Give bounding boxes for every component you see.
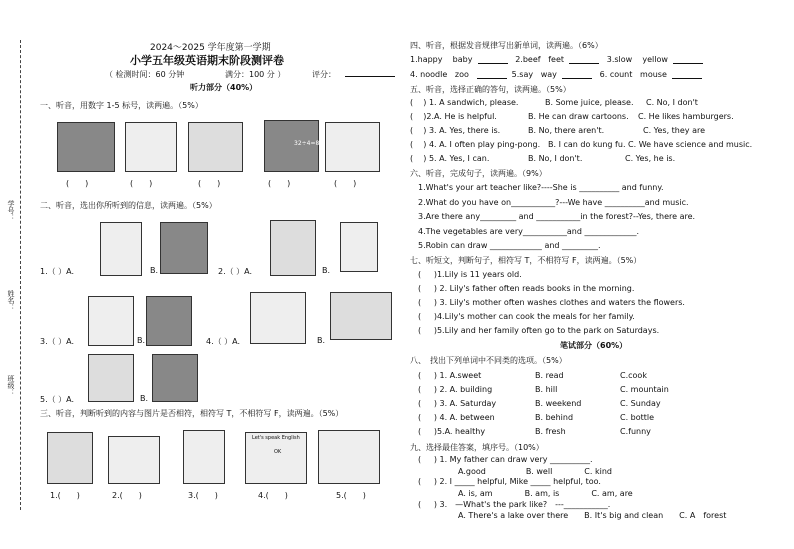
- q5-row-4-b[interactable]: B. I can do kung fu. C. We have science and music.: [548, 140, 753, 149]
- q2-label-4b[interactable]: B.: [317, 336, 326, 345]
- q8-row-3-b[interactable]: B. weekend: [535, 399, 582, 408]
- q8-row-5-b[interactable]: B. fresh: [535, 427, 566, 436]
- q1-answer-3[interactable]: ( ): [198, 179, 221, 188]
- q2-label-5a[interactable]: 5.（ ）A.: [40, 395, 75, 404]
- q6-line-4[interactable]: 4.The vegetables are very___________and _____________.: [418, 227, 639, 236]
- binding-line: [20, 40, 21, 510]
- school-year: 2024～2025 学年度第一学期: [150, 43, 271, 53]
- q2-label-2a[interactable]: 2.（ ）A.: [218, 267, 253, 276]
- q7-line-4[interactable]: ( )4.Lily's mother can cook the meals for her family.: [418, 312, 635, 321]
- q1-boxes-picture: [188, 122, 243, 172]
- q4-line-1: [410, 55, 703, 64]
- grade-blank[interactable]: [345, 76, 395, 77]
- q1-boy-picture: [125, 122, 177, 172]
- q5-row-1-c[interactable]: C. No, I don't: [646, 98, 698, 107]
- q4-word: yellow: [642, 55, 668, 64]
- class-label: 班级：: [7, 375, 15, 396]
- q8-row-3[interactable]: ( ) 3. A. Saturday: [418, 399, 497, 408]
- q2-label-4a[interactable]: 4.（ ）A.: [206, 337, 241, 346]
- q7-line-1[interactable]: ( )1.Lily is 11 years old.: [418, 270, 522, 279]
- q4-blank-3[interactable]: [673, 56, 703, 64]
- q3-speech-bubble-ok: OK: [274, 449, 282, 455]
- q5-row-2[interactable]: ( )2.A. He is helpful.: [410, 112, 497, 121]
- q1-answer-2[interactable]: ( ): [130, 179, 153, 188]
- q2-2b-plant-picture: [340, 222, 378, 272]
- q8-row-2[interactable]: ( ) 2. A. building: [418, 385, 493, 394]
- q1-answer-1[interactable]: ( ): [66, 179, 89, 188]
- q2-label-1b[interactable]: B.: [150, 266, 159, 275]
- written-part-heading: 笔试部分（60%）: [560, 341, 628, 350]
- q2-label-3b[interactable]: B.: [137, 336, 146, 345]
- q3-answer-5[interactable]: 5.( ): [336, 491, 366, 500]
- q9-item-2[interactable]: ( ) 2. I _____ helpful, Mike _____ helpful, too.: [418, 477, 601, 486]
- q6-line-3[interactable]: 3.Are there any_________ and ___________in the forest?--Yes, there are.: [418, 212, 696, 221]
- q8-row-4-b[interactable]: B. behind: [535, 413, 574, 422]
- q1-answer-4[interactable]: ( ): [268, 179, 291, 188]
- q4-blank-4[interactable]: [477, 71, 507, 79]
- q5-row-2-b[interactable]: B. He can draw cartoons.: [528, 112, 629, 121]
- q2-3b-piano-picture: [146, 296, 192, 346]
- q8-row-2-b[interactable]: B. hill: [535, 385, 558, 394]
- q4-word: zoo: [454, 70, 469, 79]
- q8-row-5[interactable]: ( )5.A. healthy: [418, 427, 486, 436]
- q4-title: 四、听音，根据发音规律写出新单词，读两遍。（6%）: [410, 41, 603, 50]
- q4-blank-6[interactable]: [672, 71, 702, 79]
- q5-row-2-c[interactable]: C. He likes hamburgers.: [638, 112, 734, 121]
- q8-row-1[interactable]: ( ) 1. A.sweet: [418, 371, 482, 380]
- q5-row-4[interactable]: ( ) 4. A. I often play ping-pong.: [410, 140, 541, 149]
- q2-5a-river-picture: [88, 354, 134, 402]
- q4-word: mouse: [640, 70, 667, 79]
- q5-row-5-c[interactable]: C. Yes, he is.: [625, 154, 676, 163]
- q3-answer-4[interactable]: 4.( ): [258, 491, 288, 500]
- listening-part-heading: 听力部分（40%）: [190, 83, 258, 92]
- q8-row-1-c[interactable]: C.cook: [620, 371, 647, 380]
- q8-row-4-c[interactable]: C. bottle: [620, 413, 655, 422]
- q5-row-5-b[interactable]: B. No, I don't.: [528, 154, 583, 163]
- q2-title: 二、听音，选出你所听到的信息，读两遍。（5%）: [40, 201, 217, 210]
- q4-word: 2.beef: [515, 55, 541, 64]
- q5-title: 五、听音，选择正确的答句，读两遍。（5%）: [410, 85, 571, 94]
- q4-word: baby: [452, 55, 473, 64]
- q3-reading-boy-picture: [318, 430, 380, 484]
- q4-blank-2[interactable]: [569, 56, 599, 64]
- q2-2a-kungfu-picture: [270, 220, 316, 276]
- q9-item-1[interactable]: ( ) 1. My father can draw very __________.: [418, 455, 593, 464]
- q2-label-5b[interactable]: B.: [140, 394, 149, 403]
- q7-line-3[interactable]: ( ) 3. Lily's mother often washes clothes and waters the flowers.: [418, 298, 685, 307]
- q9-item-3-options[interactable]: A. There's a lake over there B. It's big and clean C. A forest: [458, 511, 727, 520]
- q2-label-1a[interactable]: 1.（ ）A.: [40, 267, 75, 276]
- student-name-label: 姓名：: [7, 290, 15, 311]
- q6-title: 六、听音，完成句子，读两遍。（9%）: [410, 169, 547, 178]
- q4-word: 6. count: [599, 70, 633, 79]
- q2-label-3a[interactable]: 3.（ ）A.: [40, 337, 75, 346]
- q4-word: way: [540, 70, 557, 79]
- q9-item-3[interactable]: ( ) 3. —What's the park like? ---___________.: [418, 500, 611, 509]
- q5-row-5[interactable]: ( ) 5. A. Yes, I can.: [410, 154, 490, 163]
- q4-word: 3.slow: [606, 55, 633, 64]
- q3-title: 三、听音，判断听到的内容与图片是否相符，相符写 T，不相符写 F，读两遍。（5%）: [40, 409, 344, 418]
- q8-row-2-c[interactable]: C. mountain: [620, 385, 669, 394]
- q3-answer-1[interactable]: 1.( ): [50, 491, 80, 500]
- q3-icecream-picture: [183, 430, 225, 484]
- exam-grade-label: 评分：: [312, 70, 336, 79]
- q1-city-picture: [57, 122, 115, 172]
- q5-row-3[interactable]: ( ) 3. A. Yes, there is.: [410, 126, 501, 135]
- q5-row-1[interactable]: ( ) 1. A sandwich, please.: [410, 98, 519, 107]
- q8-row-5-c[interactable]: C.funny: [620, 427, 651, 436]
- exam-time: （ 检测时间：60 分钟: [105, 70, 185, 79]
- q2-5b-lake-picture: [152, 354, 198, 402]
- q6-line-5[interactable]: 5.Robin can draw _____________ and _________.: [418, 241, 601, 250]
- q4-word: 1.happy: [410, 55, 443, 64]
- q9-item-2-options[interactable]: A. is, am B. am, is C. am, are: [458, 489, 633, 498]
- q3-answer-2[interactable]: 2.( ): [112, 491, 142, 500]
- q8-title: 八、 找出下列单词中不同类的选项。（5%）: [410, 356, 567, 365]
- q3-answer-3[interactable]: 3.( ): [188, 491, 218, 500]
- exam-title: 小学五年级英语期末阶段测评卷: [130, 54, 284, 67]
- q8-row-4[interactable]: ( ) 4. A. between: [418, 413, 495, 422]
- q3-girl-book-picture: [47, 432, 93, 484]
- q5-row-3-b[interactable]: B. No, there aren't.: [528, 126, 605, 135]
- q5-row-3-c[interactable]: C. Yes, they are: [643, 126, 706, 135]
- exam-full-score: 满分：100 分 ）: [225, 70, 286, 79]
- q9-title: 九、选择最佳答案，填序号。（10%）: [410, 443, 544, 452]
- q4-word: 5.say: [511, 70, 534, 79]
- q6-line-1[interactable]: 1.What's your art teacher like?----She is __________ and funny.: [418, 183, 664, 192]
- q8-row-1-b[interactable]: B. read: [535, 371, 564, 380]
- q4-line-2: [410, 70, 702, 79]
- q9-item-1-options[interactable]: A.good B. well C. kind: [458, 467, 612, 476]
- q1-answer-5[interactable]: ( ): [334, 179, 357, 188]
- q8-row-3-c[interactable]: C. Sunday: [620, 399, 661, 408]
- q4-blank-5[interactable]: [562, 71, 592, 79]
- q2-3a-violin-picture: [88, 296, 134, 346]
- student-number-label: 学号：: [7, 200, 15, 221]
- q4-word: feet: [548, 55, 565, 64]
- q7-title: 七、听短文，判断句子，相符写 T，不相符写 F，读两遍。（5%）: [410, 256, 642, 265]
- q4-blank-1[interactable]: [478, 56, 508, 64]
- q2-4a-dog-picture: [250, 292, 306, 344]
- q6-line-2[interactable]: 2.What do you have on___________?---We have __________and music.: [418, 198, 689, 207]
- q1-board-text: 32÷4=8: [294, 140, 320, 147]
- q2-label-2b[interactable]: B.: [322, 266, 331, 275]
- q7-line-5[interactable]: ( )5.Lily and her family often go to the park on Saturdays.: [418, 326, 660, 335]
- q7-line-2[interactable]: ( ) 2. Lily's father often reads books in the morning.: [418, 284, 635, 293]
- q2-4b-aircon-picture: [330, 292, 392, 340]
- q3-speech-bubble: Let's speak English: [252, 435, 300, 441]
- q5-row-1-b[interactable]: B. Some juice, please.: [545, 98, 634, 107]
- q1-title: 一、听音，用数字 1-5 标号，读两遍。（5%）: [40, 101, 203, 110]
- q3-desk-picture: [108, 436, 160, 484]
- q2-1b-team-picture: [160, 222, 208, 274]
- q1-girl-picture: [325, 122, 380, 172]
- q4-word: 4. noodle: [410, 70, 448, 79]
- q2-1a-boy-picture: [100, 222, 142, 276]
